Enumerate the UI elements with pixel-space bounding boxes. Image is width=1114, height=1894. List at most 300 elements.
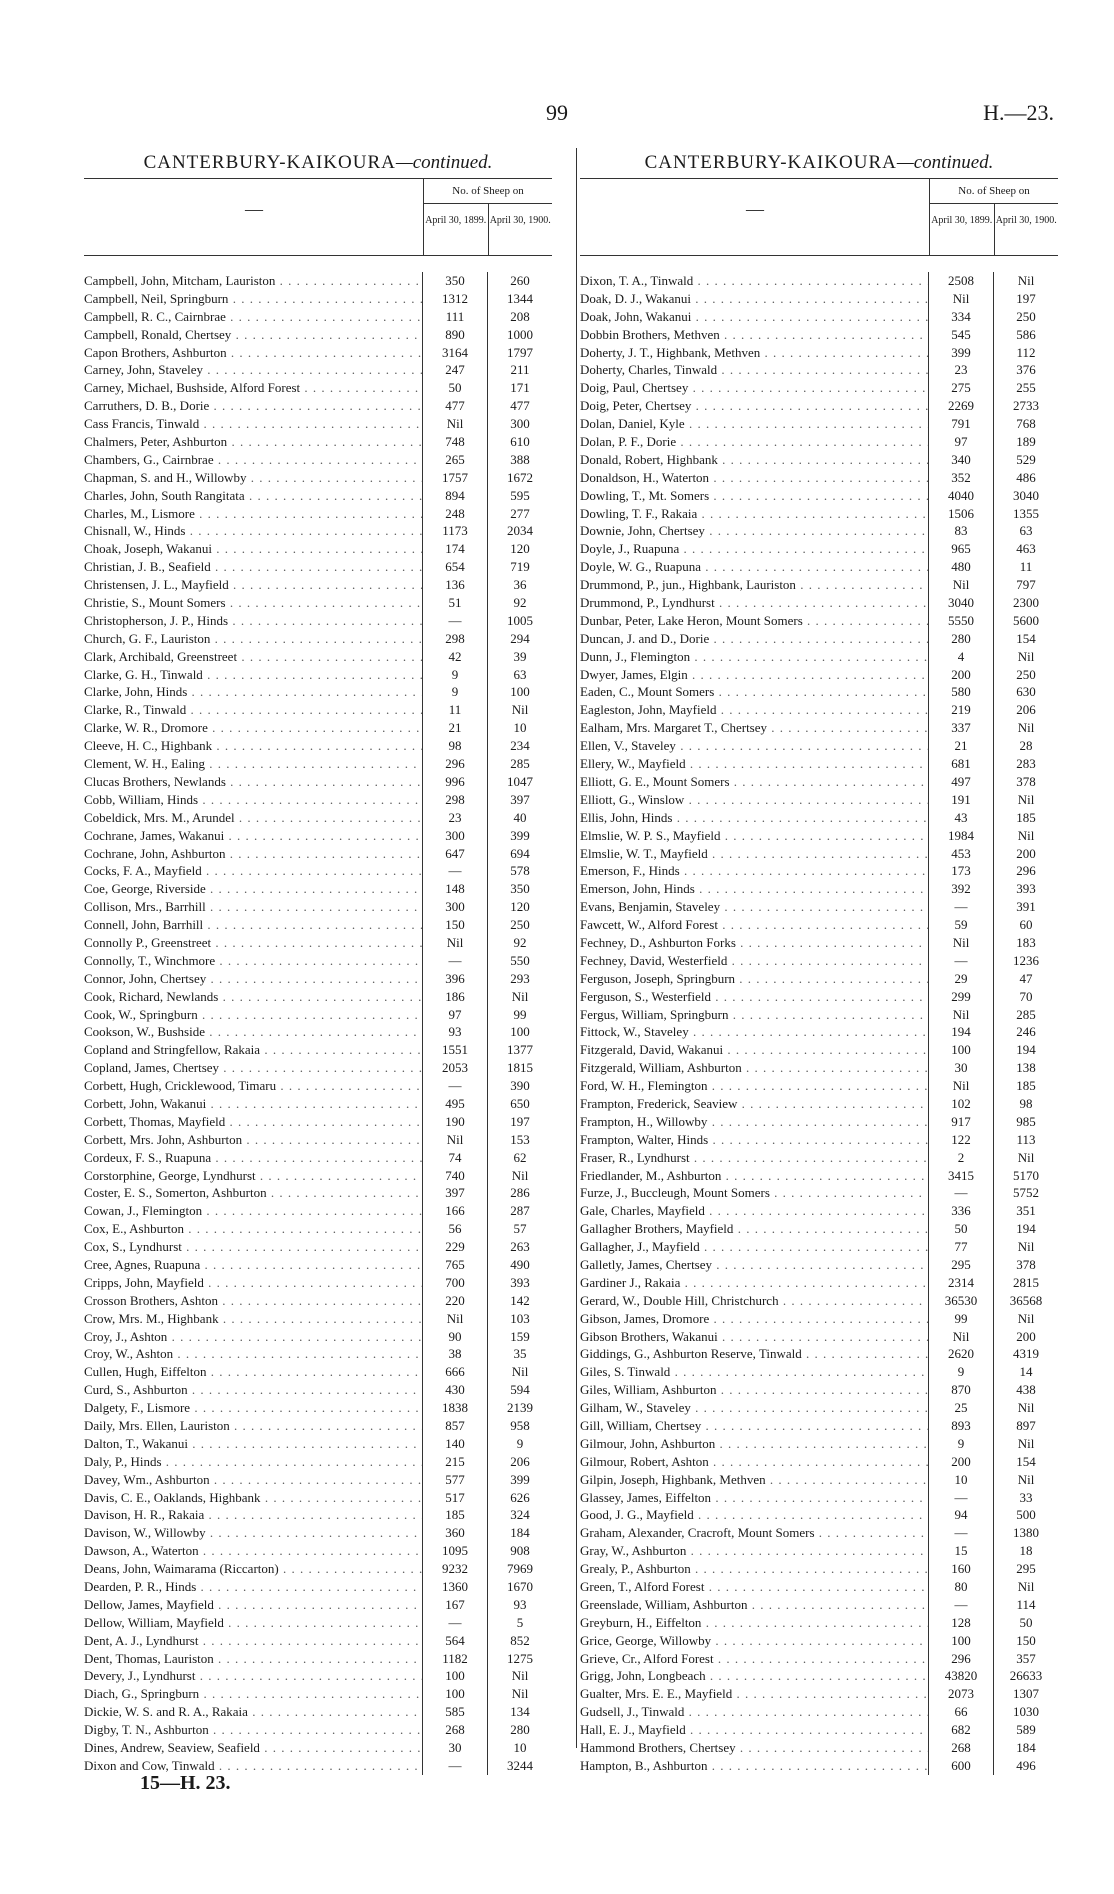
sheep-1900: 138 [993,1059,1058,1077]
sheep-1899: 857 [422,1417,487,1435]
farmer-name: Gerard, W., Double Hill, Christchurch . . . [580,1292,928,1310]
sheep-1899: 50 [422,379,487,397]
farmer-name: Collison, Mrs., Barrhill . . . [84,898,422,916]
table-row [580,1667,1058,1685]
table-row [84,558,552,576]
table-row [580,1310,1058,1328]
sheep-1899: 50 [928,1220,993,1238]
table-row [84,469,552,487]
sheep-1899: 996 [422,773,487,791]
table-row [84,1614,552,1632]
table-row [580,540,1058,558]
sheep-1900: 39 [487,648,552,666]
sheep-1899: 564 [422,1632,487,1650]
table-row [84,648,552,666]
sheep-1899: 497 [928,773,993,791]
table-row [580,1006,1058,1024]
sheep-1900: 1377 [487,1041,552,1059]
farmer-name: Dolan, P. F., Dorie . . . [580,433,928,451]
sheep-1900: 206 [993,701,1058,719]
farmer-name: Deans, John, Waimarama (Riccarton) . . . [84,1560,422,1578]
sheep-1899: 30 [928,1059,993,1077]
sheep-1899: 30 [422,1739,487,1757]
sheep-1900: 463 [993,540,1058,558]
sheep-1899: 100 [928,1041,993,1059]
sheep-1900: 153 [487,1131,552,1149]
farmer-name: Grieve, Cr., Alford Forest . . . [580,1650,928,1668]
table-row [84,1256,552,1274]
farmer-name: Daily, Mrs. Ellen, Lauriston . . . [84,1417,422,1435]
table-row [84,1238,552,1256]
farmer-name: Cass Francis, Tinwald . . . [84,415,422,433]
sheep-1899: 748 [422,433,487,451]
sheep-1899: 5550 [928,612,993,630]
sheep-1899: 166 [422,1202,487,1220]
sheep-1899: 3415 [928,1167,993,1185]
table-row [580,576,1058,594]
sheep-1899: — [928,952,993,970]
sheep-1899: Nil [422,1310,487,1328]
sheep-1900: 40 [487,809,552,827]
sheep-1899: 350 [422,272,487,290]
farmer-name: Corbett, Hugh, Cricklewood, Timaru . . . [84,1077,422,1095]
farmer-name: Gudsell, J., Tinwald . . . [580,1703,928,1721]
table-row [84,576,552,594]
table-row [84,1023,552,1041]
left-column-title: CANTERBURY-KAIKOURA—continued. [143,152,493,173]
sheep-1900: 197 [487,1113,552,1131]
table-row [84,1113,552,1131]
farmer-name: Cookson, W., Bushside . . . [84,1023,422,1041]
table-row [580,1524,1058,1542]
sheep-1900: 1672 [487,469,552,487]
sheep-1900: 1670 [487,1578,552,1596]
sheep-1899: 248 [422,505,487,523]
sheep-1899: 200 [928,666,993,684]
sheep-1900: 391 [993,898,1058,916]
farmer-name: Grice, George, Willowby . . . [580,1632,928,1650]
right-sheep-group [929,179,1058,255]
farmer-name: Dunn, J., Flemington . . . [580,648,928,666]
sheep-1900: 99 [487,1006,552,1024]
right-year-1900: April 30, 1900. [994,204,1059,255]
sheep-1899: 128 [928,1614,993,1632]
table-row [580,1435,1058,1453]
table-row [580,433,1058,451]
sheep-1899: 185 [422,1506,487,1524]
sheep-1899: 894 [422,487,487,505]
sheep-1899: 299 [928,988,993,1006]
sheep-1900: 263 [487,1238,552,1256]
sheep-1900: 388 [487,451,552,469]
sheep-1899: 59 [928,916,993,934]
table-row [84,1489,552,1507]
farmer-name: Coster, E. S., Somerton, Ashburton . . . [84,1184,422,1202]
table-row [580,1095,1058,1113]
sheep-1899: Nil [422,415,487,433]
farmer-name: Downie, John, Chertsey . . . [580,522,928,540]
sheep-1899: — [928,1489,993,1507]
sheep-1899: 4 [928,648,993,666]
table-row [580,469,1058,487]
farmer-name: Frampton, H., Willowby . . . [580,1113,928,1131]
sheep-1900: 393 [487,1274,552,1292]
farmer-name: Glassey, James, Eiffelton . . . [580,1489,928,1507]
table-row [580,326,1058,344]
farmer-name: Christensen, J. L., Mayfield . . . [84,576,422,594]
sheep-1900: 280 [487,1721,552,1739]
sheep-1900: 208 [487,308,552,326]
sheep-1900: 2815 [993,1274,1058,1292]
sheep-1900: 399 [487,1471,552,1489]
farmer-name: Elmslie, W. T., Mayfield . . . [580,845,928,863]
table-row [580,970,1058,988]
table-row [84,1506,552,1524]
table-row [580,737,1058,755]
table-row [84,845,552,863]
farmer-name: Ellen, V., Staveley . . . [580,737,928,755]
sheep-1900: 287 [487,1202,552,1220]
table-row [84,1131,552,1149]
sheep-1899: 66 [928,1703,993,1721]
farmer-name: Fechney, David, Westerfield . . . [580,952,928,970]
sheep-1900: 185 [993,809,1058,827]
table-row [580,1506,1058,1524]
sheep-1900: 18 [993,1542,1058,1560]
table-row [84,666,552,684]
sheep-1899: 9 [422,666,487,684]
sheep-1899: 98 [422,737,487,755]
farmer-name: Charles, John, South Rangitata . . . [84,487,422,505]
sheep-1900: 1000 [487,326,552,344]
farmer-name: Hall, E. J., Mayfield . . . [580,1721,928,1739]
farmer-name: Gallagher, J., Mayfield . . . [580,1238,928,1256]
sheep-1899: 2053 [422,1059,487,1077]
sheep-1899: 1095 [422,1542,487,1560]
table-row [84,290,552,308]
farmer-name: Dalgety, F., Lismore . . . [84,1399,422,1417]
farmer-name: Crow, Mrs. M., Highbank . . . [84,1310,422,1328]
farmer-name: Dent, A. J., Lyndhurst . . . [84,1632,422,1650]
table-row [580,1650,1058,1668]
sheep-1900: 184 [993,1739,1058,1757]
sheep-1899: 229 [422,1238,487,1256]
farmer-name: Doyle, J., Ruapuna . . . [580,540,928,558]
sheep-1900: 120 [487,898,552,916]
sheep-1899: 42 [422,648,487,666]
sheep-1900: 797 [993,576,1058,594]
table-row [84,898,552,916]
farmer-name: Ferguson, Joseph, Springburn . . . [580,970,928,988]
sheep-1900: 36 [487,576,552,594]
sheep-1899: — [928,1184,993,1202]
right-year-1899: April 30, 1899. [931,215,993,226]
table-row [84,1632,552,1650]
table-row [580,1041,1058,1059]
sheep-1900: 194 [993,1041,1058,1059]
sheep-1900: 595 [487,487,552,505]
table-row [84,755,552,773]
table-row [580,1596,1058,1614]
sheep-1900: 185 [993,1077,1058,1095]
table-row [580,719,1058,737]
farmer-name: Carney, Michael, Bushside, Alford Forest . . . [84,379,422,397]
farmer-name: Drummond, P., Lyndhurst . . . [580,594,928,612]
sheep-1900: 5170 [993,1167,1058,1185]
farmer-name: Eaden, C., Mount Somers . . . [580,683,928,701]
table-row [580,487,1058,505]
table-row [84,1292,552,1310]
farmer-name: Ellis, John, Hinds . . . [580,809,928,827]
farmer-name: Doak, D. J., Wakanui . . . [580,290,928,308]
table-row [84,1202,552,1220]
table-row [84,308,552,326]
sheep-1900: Nil [993,1310,1058,1328]
farmer-name: Davison, W., Willowby . . . [84,1524,422,1542]
sheep-1899: 21 [422,719,487,737]
farmer-name: Clarke, W. R., Dromore . . . [84,719,422,737]
farmer-name: Clarke, R., Tinwald . . . [84,701,422,719]
left-year-1899: April 30, 1899. [425,215,487,226]
sheep-1900: 852 [487,1632,552,1650]
sheep-1899: 191 [928,791,993,809]
sheep-1899: 93 [422,1023,487,1041]
sheep-1900: 324 [487,1506,552,1524]
farmer-name: Chapman, S. and H., Willowby . . . [84,469,422,487]
farmer-name: Cripps, John, Mayfield . . . [84,1274,422,1292]
sheep-1899: 337 [928,719,993,737]
farmer-name: Corstorphine, George, Lyndhurst . . . [84,1167,422,1185]
sheep-1900: 1030 [993,1703,1058,1721]
sheep-1899: Nil [928,1006,993,1024]
farmer-name: Clarke, G. H., Tinwald . . . [84,666,422,684]
sheep-1900: 650 [487,1095,552,1113]
sheep-1899: 517 [422,1489,487,1507]
sheep-1900: 113 [993,1131,1058,1149]
table-row [84,1220,552,1238]
right-rows [580,256,1058,1775]
sheep-1899: 194 [928,1023,993,1041]
sheep-1900: 98 [993,1095,1058,1113]
farmer-name: Dwyer, James, Elgin . . . [580,666,928,684]
sheep-1900: 357 [993,1650,1058,1668]
sheep-1899: — [422,612,487,630]
sheep-1900: 1275 [487,1650,552,1668]
table-row [84,612,552,630]
farmer-name: Grealy, P., Ashburton . . . [580,1560,928,1578]
farmer-name: Doig, Paul, Chertsey . . . [580,379,928,397]
sheep-1900: 10 [487,1739,552,1757]
farmer-name: Davis, C. E., Oaklands, Highbank . . . [84,1489,422,1507]
table-row [580,1757,1058,1775]
sheep-1900: 3040 [993,487,1058,505]
farmer-name: Green, T., Alford Forest . . . [580,1578,928,1596]
sheep-1899: 11 [422,701,487,719]
table-row [580,1578,1058,1596]
sheep-1899: 295 [928,1256,993,1274]
farmer-name: Christian, J. B., Seafield . . . [84,558,422,576]
farmer-name: Gilham, W., Staveley . . . [580,1399,928,1417]
sheep-1899: 21 [928,737,993,755]
sheep-1900: 33 [993,1489,1058,1507]
sheep-1899: — [928,1596,993,1614]
sheep-1899: 430 [422,1381,487,1399]
sheep-1899: 1173 [422,522,487,540]
table-row [580,1685,1058,1703]
sheep-1900: 283 [993,755,1058,773]
sheep-1899: Nil [422,934,487,952]
sheep-1900: 26633 [993,1667,1058,1685]
farmer-name: Ealham, Mrs. Margaret T., Chertsey . . . [580,719,928,737]
table-row [84,1167,552,1185]
farmer-name: Galletly, James, Chertsey . . . [580,1256,928,1274]
sheep-1899: — [422,1077,487,1095]
table-row [580,1184,1058,1202]
table-row [84,880,552,898]
farmer-name: Chalmers, Peter, Ashburton . . . [84,433,422,451]
sheep-1900: 1380 [993,1524,1058,1542]
sheep-1900: 985 [993,1113,1058,1131]
table-row [580,1381,1058,1399]
table-row [84,1685,552,1703]
farmer-name: Gilpin, Joseph, Highbank, Methven . . . [580,1471,928,1489]
table-row [84,1471,552,1489]
table-row [580,1131,1058,1149]
sheep-1899: 666 [422,1363,487,1381]
sheep-1900: 183 [993,934,1058,952]
farmer-name: Cree, Agnes, Ruapuna . . . [84,1256,422,1274]
table-row [84,344,552,362]
sheep-1900: 50 [993,1614,1058,1632]
right-column-title: CANTERBURY-KAIKOURA—continued. [644,152,994,173]
sheep-1899: 173 [928,862,993,880]
farmer-name: Copland and Stringfellow, Rakaia . . . [84,1041,422,1059]
sheep-1900: 300 [487,415,552,433]
farmer-name: Doig, Peter, Chertsey . . . [580,397,928,415]
farmer-name: Fraser, R., Lyndhurst . . . [580,1149,928,1167]
sheep-1900: 63 [993,522,1058,540]
sheep-1899: 167 [422,1596,487,1614]
sheep-1899: 965 [928,540,993,558]
sheep-1900: Nil [487,701,552,719]
sheep-1900: 134 [487,1703,552,1721]
sheep-1900: 1236 [993,952,1058,970]
sheep-1900: 70 [993,988,1058,1006]
sheep-1899: 148 [422,880,487,898]
table-row [84,272,552,290]
table-row [580,1023,1058,1041]
farmer-name: Gallagher Brothers, Mayfield . . . [580,1220,928,1238]
sheep-1899: 94 [928,1506,993,1524]
table-row [580,934,1058,952]
farmer-name: Greenslade, William, Ashburton . . . [580,1596,928,1614]
sheep-1899: 334 [928,308,993,326]
sheep-1900: 376 [993,361,1058,379]
table-row [580,1703,1058,1721]
farmer-name: Fechney, D., Ashburton Forks . . . [580,934,928,952]
table-row [580,845,1058,863]
sheep-1900: 393 [993,880,1058,898]
left-year-1900: April 30, 1900. [488,204,553,255]
table-row [84,1596,552,1614]
sheep-1899: 150 [422,916,487,934]
sheep-1900: Nil [993,272,1058,290]
farmer-name: Dent, Thomas, Lauriston . . . [84,1650,422,1668]
sheep-1900: 154 [993,630,1058,648]
table-row [84,1274,552,1292]
table-row [580,1202,1058,1220]
sheep-1900: 1307 [993,1685,1058,1703]
sheep-1899: 25 [928,1399,993,1417]
farmer-name: Fawcett, W., Alford Forest . . . [580,916,928,934]
left-table-header [84,178,552,256]
sheep-1899: — [422,1614,487,1632]
sheep-1900: Nil [487,988,552,1006]
table-row [84,791,552,809]
sheep-1899: 480 [928,558,993,576]
farmer-name: Croy, W., Ashton . . . [84,1345,422,1363]
farmer-name: Furze, J., Buccleugh, Mount Somers . . . [580,1184,928,1202]
sheep-1900: 378 [993,1256,1058,1274]
sheep-1899: 577 [422,1471,487,1489]
sheep-1899: 190 [422,1113,487,1131]
table-row [84,809,552,827]
footer-signature: 15—H. 23. [140,1772,231,1794]
table-row [580,755,1058,773]
sheep-1899: 265 [422,451,487,469]
table-row [84,1095,552,1113]
farmer-name: Gardiner J., Rakaia . . . [580,1274,928,1292]
table-row [580,791,1058,809]
table-row [84,522,552,540]
farmer-name: Diach, G., Springburn . . . [84,1685,422,1703]
sheep-1900: 296 [993,862,1058,880]
sheep-1899: 56 [422,1220,487,1238]
sheep-1899: 296 [928,1650,993,1668]
sheep-1899: 111 [422,308,487,326]
table-row [84,1381,552,1399]
farmer-name: Drummond, P., jun., Highbank, Lauriston . . . [580,576,928,594]
table-row [580,1059,1058,1077]
sheep-1899: 300 [422,898,487,916]
sheep-1900: 529 [993,451,1058,469]
sheep-1900: 200 [993,845,1058,863]
table-row [580,1345,1058,1363]
sheep-1899: 765 [422,1256,487,1274]
farmer-name: Dellow, William, Mayfield . . . [84,1614,422,1632]
table-row [84,862,552,880]
sheep-1899: 215 [422,1453,487,1471]
table-row [84,594,552,612]
table-row [84,451,552,469]
sheep-1899: 392 [928,880,993,898]
sheep-1899: 136 [422,576,487,594]
table-row [580,1399,1058,1417]
table-row [580,1453,1058,1471]
sheep-1900: 294 [487,630,552,648]
sheep-1900: 4319 [993,1345,1058,1363]
sheep-1899: 36530 [928,1292,993,1310]
farmer-name: Hampton, B., Ashburton . . . [580,1757,928,1775]
table-row [84,361,552,379]
farmer-name: Ferguson, S., Westerfield . . . [580,988,928,1006]
sheep-1899: 791 [928,415,993,433]
table-row [580,612,1058,630]
sheep-1899: 1182 [422,1650,487,1668]
farmer-name: Davey, Wm., Ashburton . . . [84,1471,422,1489]
page-number: 99 [546,100,568,125]
sheep-1900: 184 [487,1524,552,1542]
